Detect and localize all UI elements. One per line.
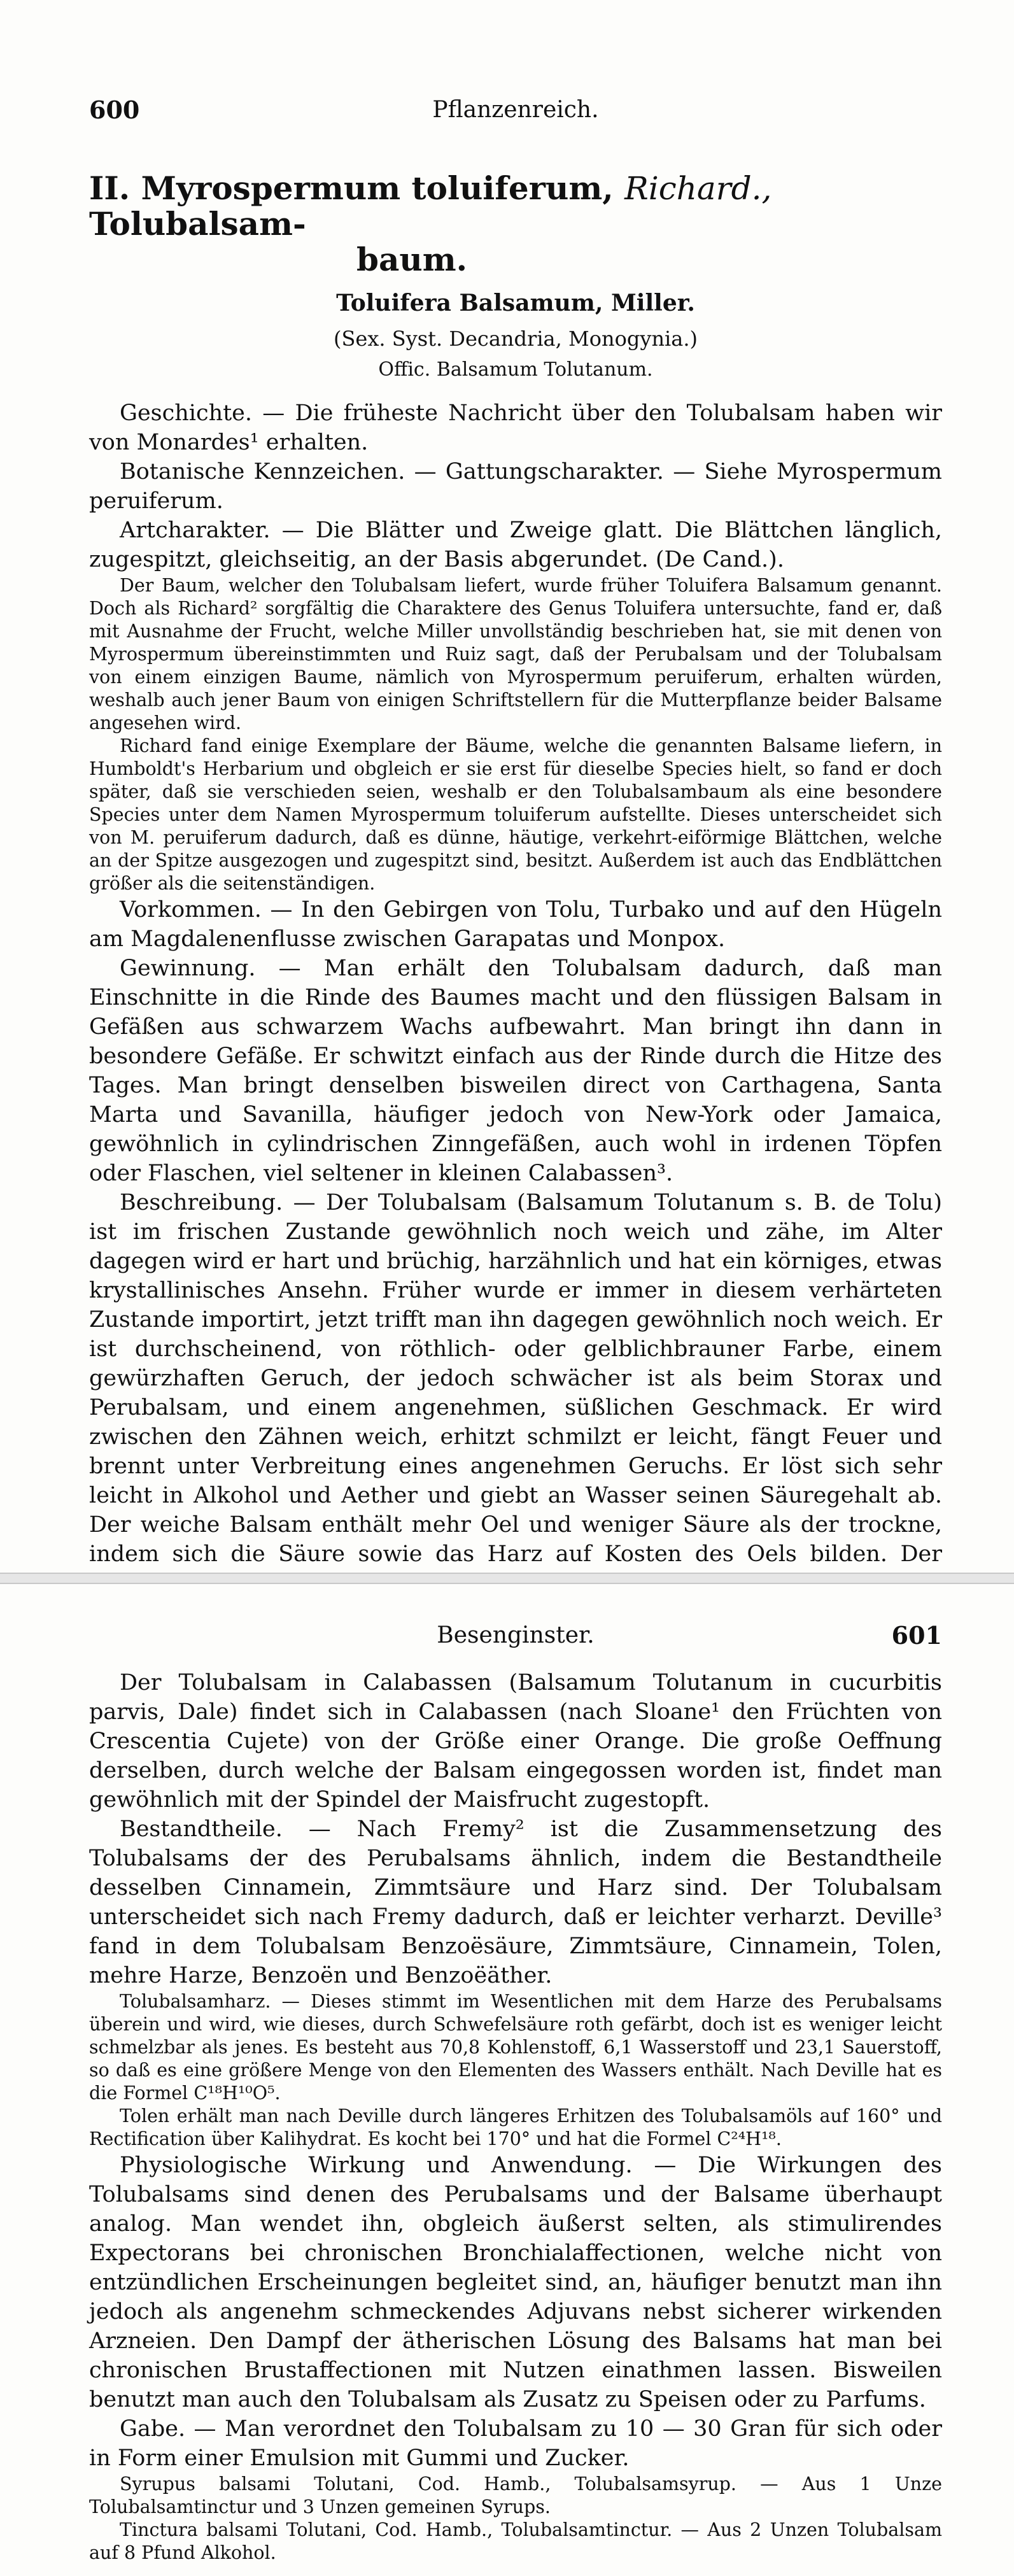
paragraph-calabassen: Der Tolubalsam in Calabassen (Balsamum Tolutanum in cucurbitis parvis, Dale) findet sich in Calabassen (nach Sloane¹ den Früchten von Crescentia Cujete) von der Größe einer Orange. Die große Oeffnung derselben, durch welche der Balsam eingegossen worden ist, findet man gewöhnlich mit der Spindel der Maisfrucht zugestopft. bbox=[89, 1670, 942, 1813]
running-head bbox=[89, 96, 942, 134]
synonym: Toluifera Balsamum, Miller. bbox=[336, 290, 695, 316]
note-syrupus: Syrupus balsami Tolutani, Cod. Hamb., Tolubalsamsyrup. — Aus 1 Unze Tolubalsamtinctur und 3 Unzen gemeinen Syrups. bbox=[89, 2473, 942, 2517]
note-tinctura: Tinctura balsami Tolutani, Cod. Hamb., Tolubalsamtinctur. — Aus 2 Unzen Tolubalsam auf 8 Pfund Alkohol. bbox=[89, 2519, 942, 2563]
main-text bbox=[89, 399, 942, 574]
system-classification: (Sex. Syst. Decandria, Monogynia.) bbox=[333, 327, 698, 351]
species-title bbox=[89, 171, 942, 278]
section-artcharakter: Artcharakter. — Die Blätter und Zweige glatt. Die Blättchen länglich, zugespitzt, gleichseitig, an der Basis abgerundet. (De Cand.). bbox=[89, 518, 942, 572]
note-tolen: Tolen erhält man nach Deville durch längeres Erhitzen des Tolubalsamöls auf 160° und Rectification über Kalihydrat. Es kocht bei 170° und hat die Formel C²⁴H¹⁸. bbox=[89, 2105, 942, 2149]
section-gabe: Gabe. — Man verordnet den Tolubalsam zu 10 — 30 Gran für sich oder in Form einer Emulsion mit Gummi und Zucker. bbox=[89, 2416, 942, 2471]
page-601 bbox=[0, 1584, 1014, 2576]
running-title: Besenginster. bbox=[437, 1622, 595, 1648]
note-paragraph-1: Der Baum, welcher den Tolubalsam liefert, wurde früher Toluifera Balsamum genannt. Doch als Richard² sorgfältig die Charaktere des Genus Toluifera untersuchte, fand er, daß mit Ausnahme der Frucht, welche Miller unvollständig beschrieben hat, sie mit denen von Myrospermum übereinstimmten und Ruiz sagt, daß der Perubalsam und der Tolubalsam von einem einzigen Baume, nämlich von Myrospermum peruiferum, erhalten würden, weshalb auch jener Baum von einigen Schriftstellern für die Mutterpflanze beider Balsame angesehen wird. bbox=[89, 575, 942, 733]
title-german-1: Tolubalsam- bbox=[89, 205, 306, 243]
title-author: Richard., bbox=[624, 170, 772, 207]
officinal-name: Offic. Balsamum Tolutanum. bbox=[378, 358, 653, 381]
section-physiologische-wirkung: Physiologische Wirkung und Anwendung. — Die Wirkungen des Tolubalsams sind denen des Perubalsams und der Balsame überhaupt analog. Man wendet ihn, obgleich äußerst selten, als stimulirendes Expectorans bei chronischen Bronchialaffectionen, welche nicht von entzündlichen Erscheinungen begleitet sind, an, häufiger benutzt man ihn jedoch als angenehm schmeckendes Adjuvans nebst sicherer wirkenden Arzneien. Den Dampf der ätherischen Lösung des Balsams hat man bei chronischen Brustaffectionen mit Nutzen einathmen lassen. Bisweilen benutzt man auch den Tolubalsam als Zusatz zu Speisen oder zu Parfums. bbox=[89, 2153, 942, 2412]
section-gewinnung: Gewinnung. — Man erhält den Tolubalsam dadurch, daß man Einschnitte in die Rinde des Baumes macht und den flüssigen Balsam in Gefäßen aus schwarzem Wachs aufbewahrt. Man bringt ihn dann in besondere Gefäße. Er schwitzt einfach aus der Rinde durch die Hitze des Tages. Man bringt denselben bisweilen direct von Carthagena, Santa Marta und Savanilla, häufiger jedoch von New-York oder Jamaica, gewöhnlich in cylindrischen Zinngefäßen, auch wohl in irdenen Töpfen oder Flaschen, viel seltener in kleinen Calabassen³. bbox=[89, 956, 942, 1186]
page-600-content bbox=[89, 96, 942, 1667]
section-vorkommen: Vorkommen. — In den Gebirgen von Tolu, Turbako und auf den Hügeln am Magdalenenflusse zwischen Garapatas und Monpox. bbox=[89, 897, 942, 952]
section-geschichte: Geschichte. — Die früheste Nachricht über den Tolubalsam haben wir von Monardes¹ erhalten. bbox=[89, 400, 942, 455]
title-main: II. Myrospermum toluiferum, bbox=[89, 169, 614, 207]
section-bestandtheile: Bestandtheile. — Nach Fremy² ist die Zusammensetzung des Tolubalsams der des Perubalsams ähnlich, indem die Bestandtheile desselben Cinnamein, Zimmtsäure und Harz sind. Der Tolubalsam unterscheidet sich nach Fremy dadurch, daß er leichter verharzt. Deville³ fand in dem Tolubalsam Benzoësäure, Zimmtsäure, Cinnamein, Tolen, mehre Harze, Benzoën und Benzoëäther. bbox=[89, 1816, 942, 1988]
note-paragraph-2: Richard fand einige Exemplare der Bäume, welche die genannten Balsame liefern, in Humboldt's Herbarium und obgleich er sie erst für dieselbe Species hielt, so fand er doch später, daß sie verschieden seien, weshalb er den Tolubalsambaum als eine besondere Species unter dem Namen Myrospermum toluiferum aufstellte. Dieses unterscheidet sich von M. peruiferum dadurch, daß es dünne, häutige, verkehrt-eiförmige Blättchen, welche an der Spitze ausgezogen und zugespitzt sind, besitzt. Außerdem ist auch das Endblättchen größer als die seitenständigen. bbox=[89, 735, 942, 894]
page-separator bbox=[0, 1573, 1014, 1584]
page-601-content bbox=[89, 1621, 942, 2565]
page-number: 600 bbox=[89, 96, 140, 124]
note-tolubalsamharz: Tolubalsamharz. — Dieses stimmt im Wesentlichen mit dem Harze des Perubalsams überein und wird, wie dieses, durch Schwefelsäure roth gefärbt, doch ist es weniger leicht schmelzbar als jenes. Es besteht aus 70,8 Kohlenstoff, 6,1 Wasserstoff und 23,1 Sauerstoff, so daß es eine größere Menge von den Elementen des Wassers enthält. Nach Deville hat es die Formel C¹⁸H¹⁰O⁵. bbox=[89, 1991, 942, 2104]
running-head bbox=[89, 1621, 942, 1659]
section-botanische-kennzeichen: Botanische Kennzeichen. — Gattungscharakter. — Siehe Myrospermum peruiferum. bbox=[89, 459, 942, 514]
page-number: 601 bbox=[891, 1621, 942, 1650]
running-title: Pflanzenreich. bbox=[432, 97, 599, 123]
section-beschreibung: Beschreibung. — Der Tolubalsam (Balsamum Tolutanum s. B. de Tolu) ist im frischen Zustande gewöhnlich noch weich und zähe, im Alter dagegen wird er hart und brüchig, harzähnlich und hat ein körniges, etwas krystallinisches Ansehn. Früher wurde er immer in diesem verhärteten Zustande importirt, jetzt trifft man ihn dagegen gewöhnlich noch weich. Er ist durchscheinend, von röthlich- oder gelblichbrauner Farbe, einem gewürzhaften Geruch, der jedoch schwächer ist als beim Storax und Perubalsam, und einem angenehmen, süßlichen Geschmack. Er wird zwischen den Zähnen weich, erhitzt schmilzt er leicht, fängt Feuer und brennt unter Verbreitung eines angenehmen Geruchs. Er löst sich sehr leicht in Alkohol und Aether und giebt an Wasser seinen Säuregehalt ab. Der weiche Balsam enthält mehr Oel und weniger Säure als der trockne, indem sich die Säure sowie das Harz auf Kosten des Oels bilden. Der bbox=[89, 1190, 942, 1567]
title-german-2: baum. bbox=[356, 241, 468, 278]
